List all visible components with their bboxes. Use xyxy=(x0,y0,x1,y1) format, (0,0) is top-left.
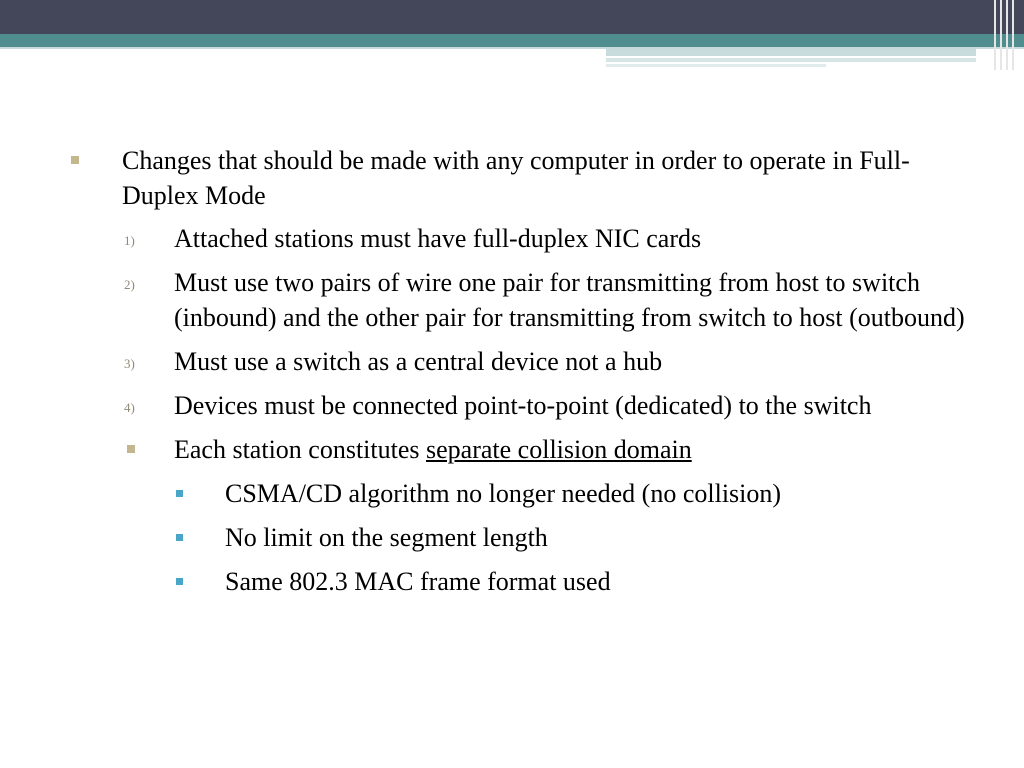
sub-sub-item-text: CSMA/CD algorithm no longer needed (no collision) xyxy=(225,479,782,508)
item-number: 1) xyxy=(124,233,135,248)
sub-sub-item xyxy=(68,564,968,599)
header-accent-bar xyxy=(606,64,826,67)
sub-sub-item xyxy=(68,476,968,511)
header-teal-band xyxy=(0,34,1024,47)
slide-content xyxy=(68,143,968,608)
sub-sub-item-text: No limit on the segment length xyxy=(225,523,548,552)
numbered-item-text: Attached stations must have full-duplex NIC cards xyxy=(174,224,702,253)
item-number: 4) xyxy=(124,400,135,415)
square-bullet-icon xyxy=(71,156,79,164)
main-bullet-item xyxy=(68,143,968,213)
numbered-item-text: Must use a switch as a central device not a hub xyxy=(174,347,663,376)
header-vertical-line xyxy=(1000,0,1002,70)
numbered-item xyxy=(68,221,968,256)
small-square-bullet-icon xyxy=(176,578,183,585)
numbered-item xyxy=(68,344,968,379)
header-vertical-line xyxy=(994,0,996,70)
numbered-item xyxy=(68,388,968,423)
sub-sub-item-text: Same 802.3 MAC frame format used xyxy=(225,567,611,596)
item-number: 2) xyxy=(124,277,135,292)
main-bullet-text: Changes that should be made with any computer in order to operate in Full-Duplex Mode xyxy=(122,146,910,210)
underlined-term: separate collision domain xyxy=(426,435,692,464)
numbered-item xyxy=(68,265,968,335)
sub-bullet-text: Each station constitutes xyxy=(174,435,427,464)
sub-sub-item xyxy=(68,520,968,555)
small-square-bullet-icon xyxy=(176,534,183,541)
small-square-bullet-icon xyxy=(176,490,183,497)
header-accent-bar xyxy=(606,49,976,56)
square-bullet-icon xyxy=(127,445,135,453)
sub-bullet-item xyxy=(68,432,968,467)
numbered-item-text: Devices must be connected point-to-point (dedicated) to the switch xyxy=(174,391,872,420)
header-vertical-line xyxy=(1006,0,1008,70)
header-dark-band xyxy=(0,0,1024,34)
item-number: 3) xyxy=(124,356,135,371)
numbered-item-text: Must use two pairs of wire one pair for transmitting from host to switch (inbound) and the other pair for transmitting from switch to host (outbound) xyxy=(174,268,965,332)
header-accent-bar xyxy=(606,58,976,62)
header-vertical-line xyxy=(1012,0,1014,70)
